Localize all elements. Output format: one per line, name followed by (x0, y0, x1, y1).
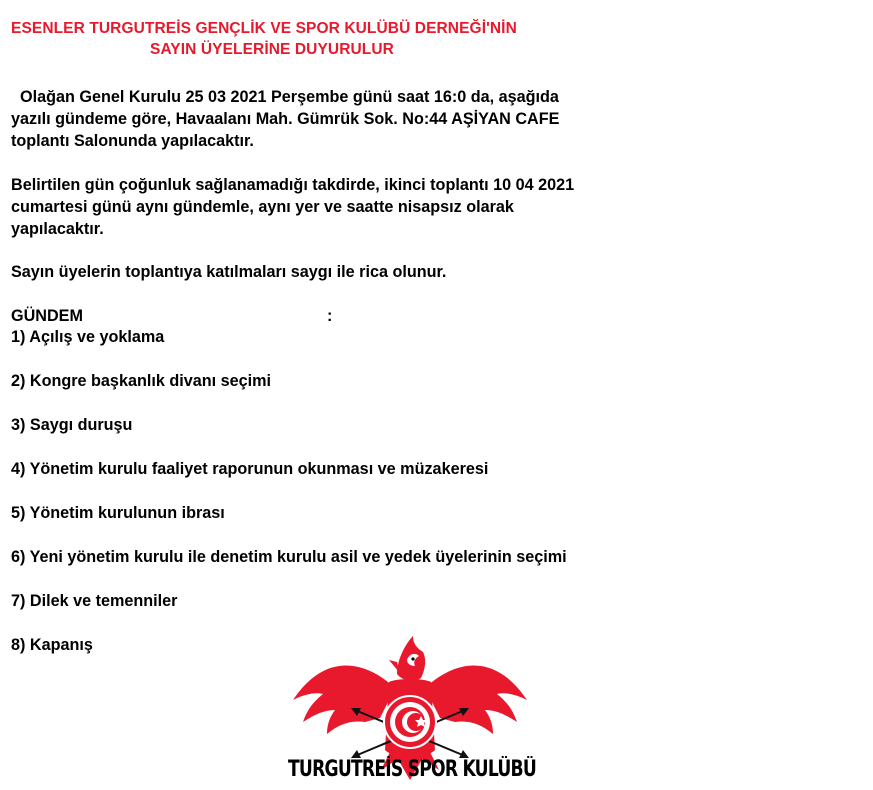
agenda-item: 5) Yönetim kurulunun ibrası (11, 504, 225, 522)
agenda-item: 2) Kongre başkanlık divanı seçimi (11, 372, 271, 390)
paragraph-second-meeting (11, 174, 574, 240)
paragraph-request: Sayın üyelerin toplantıya katılmaları saygı ile rica olunur. (11, 263, 447, 281)
agenda-item: 3) Saygı duruşu (11, 416, 133, 434)
agenda-colon: : (327, 307, 333, 325)
agenda-heading: GÜNDEM (11, 307, 83, 325)
agenda-item: 7) Dilek ve temenniler (11, 592, 178, 610)
agenda-item: 6) Yeni yönetim kurulu ile denetim kurulu asil ve yedek üyelerinin seçimi (11, 548, 567, 566)
paragraph-line: yazılı gündeme göre, Havaalanı Mah. Gümrük Sok. No:44 AŞİYAN CAFE (11, 110, 560, 128)
paragraph-line: Olağan Genel Kurulu 25 03 2021 Perşembe günü saat 16:0 da, aşağıda (11, 88, 559, 106)
title-line-1: ESENLER TURGUTREİS GENÇLİK VE SPOR KULÜBÜ DERNEĞİ'NİN (11, 20, 517, 37)
paragraph-line: toplantı Salonunda yapılacaktır. (11, 132, 254, 150)
paragraph-line: cumartesi günü aynı gündemle, aynı yer ve saatte nisapsız olarak (11, 198, 514, 216)
title-line-2: SAYIN ÜYELERİNE DUYURULUR (150, 41, 394, 58)
logo-text: TURGUTREİS SPOR KULÜBÜ (288, 757, 536, 782)
paragraph-line: yapılacaktır. (11, 220, 104, 238)
paragraph-meeting-info (11, 86, 559, 152)
agenda-item: 4) Yönetim kurulu faaliyet raporunun okunması ve müzakeresi (11, 460, 489, 478)
paragraph-line: Belirtilen gün çoğunluk sağlanamadığı takdirde, ikinci toplantı 10 04 2021 (11, 176, 575, 194)
agenda-item: 8) Kapanış (11, 636, 93, 654)
agenda-item: 1) Açılış ve yoklama (11, 328, 165, 346)
